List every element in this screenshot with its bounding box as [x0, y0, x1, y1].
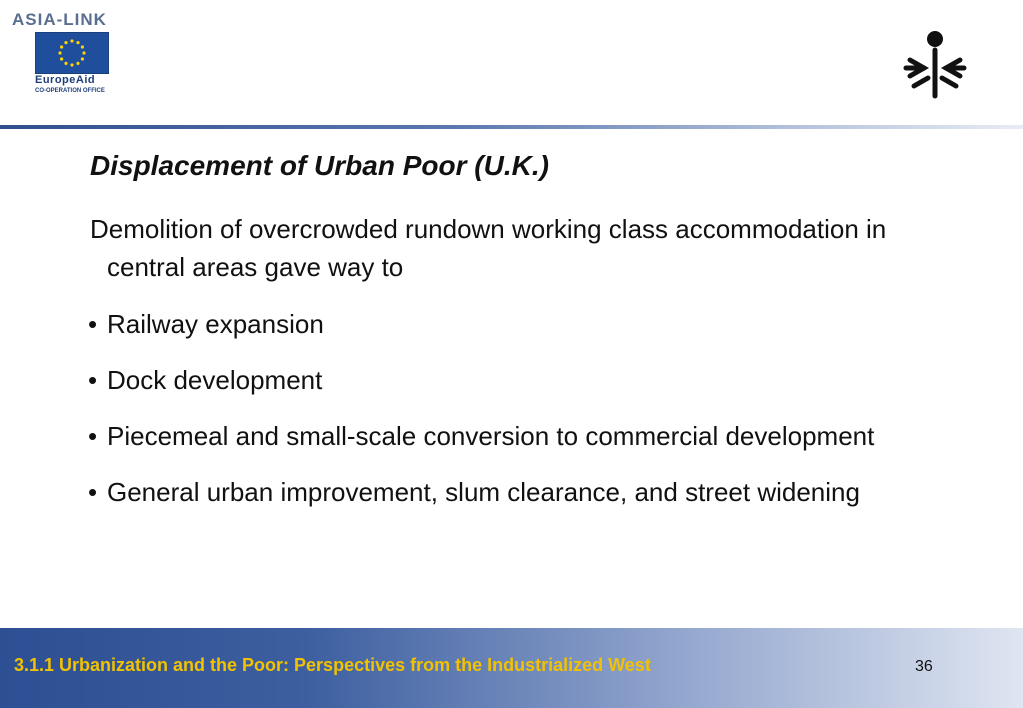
page-number: 36 [915, 658, 933, 675]
europeaid-wordmark: EuropeAid [35, 74, 96, 86]
cooperation-office-wordmark: CO-OPERATION OFFICE [35, 88, 105, 94]
header-divider [0, 125, 1023, 129]
bullet-text: Dock development [107, 365, 323, 395]
asia-link-wordmark: ASIA-LINK [12, 10, 107, 29]
list-item [90, 417, 910, 455]
asia-link-europeaid-logo [8, 8, 138, 100]
bullet-icon: • [88, 365, 98, 395]
bullet-icon: • [88, 421, 98, 451]
footer-bar [0, 628, 1023, 708]
stylized-figure-logo-icon [900, 30, 970, 100]
list-item [90, 305, 910, 343]
slide-title: Displacement of Urban Poor (U.K.) [90, 150, 549, 181]
footer-section-title: 3.1.1 Urbanization and the Poor: Perspectives from the Industrialized West [14, 655, 651, 675]
bullet-list [90, 305, 910, 529]
intro-paragraph: Demolition of overcrowded rundown working class accommodation in central areas gave way to [90, 214, 887, 282]
bullet-icon: • [88, 477, 98, 507]
list-item [90, 473, 910, 511]
bullet-text: General urban improvement, slum clearance, and street widening [107, 477, 860, 507]
bullet-text: Piecemeal and small-scale conversion to commercial development [107, 421, 875, 451]
bullet-icon: • [88, 309, 98, 339]
eu-flag-icon [35, 32, 109, 74]
list-item [90, 361, 910, 399]
bullet-text: Railway expansion [107, 309, 324, 339]
